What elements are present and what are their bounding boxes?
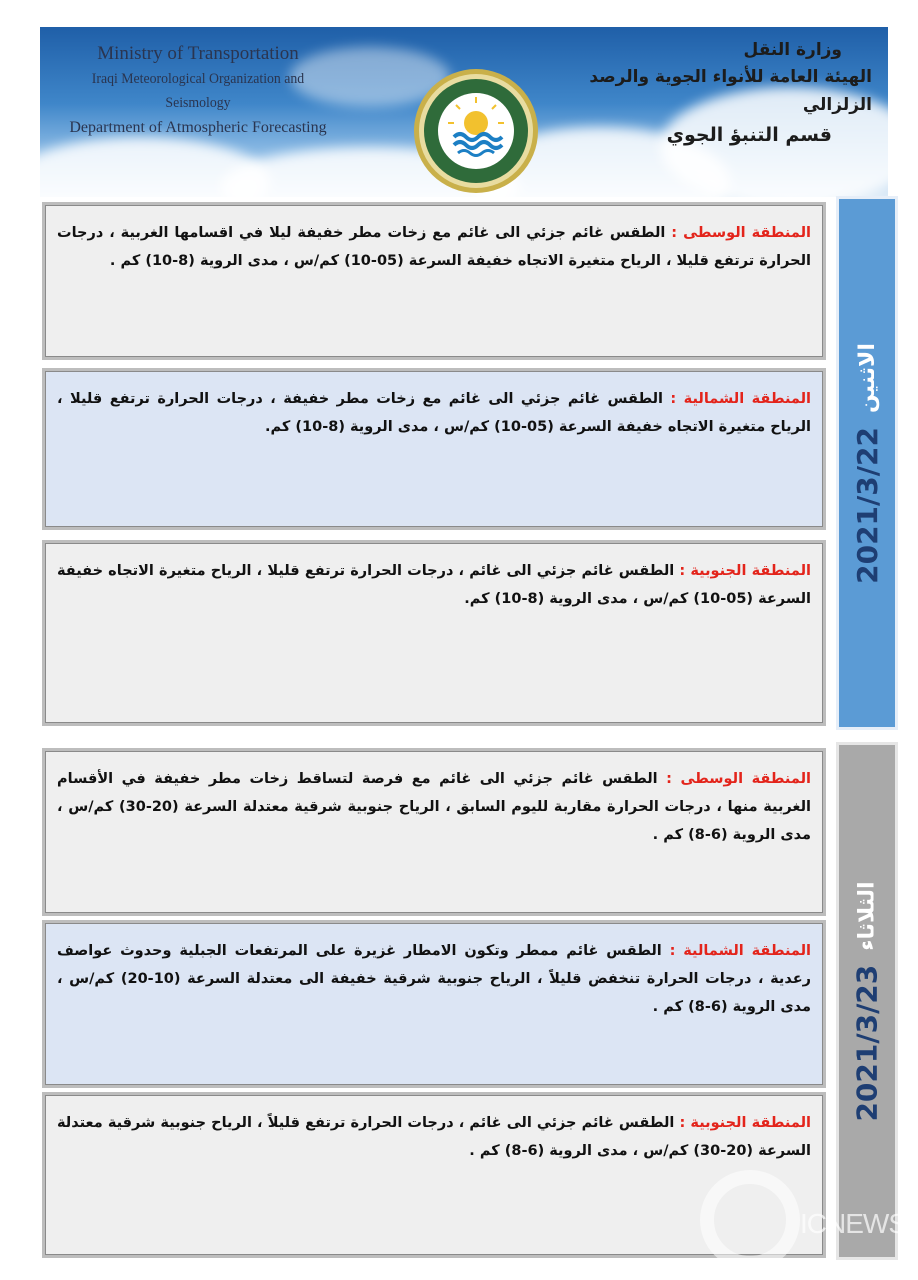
date-bar-day-2 (836, 742, 898, 1260)
region-label: المنطقة الوسطى (683, 225, 811, 241)
forecast-text: الطقس غائم جزئي الى غائم مع فرصة لتساقط زخات مطر خفيفة في الأقسام الغربية منها ، درجات الحرارة مقاربة لليوم السابق ، الرياح جنوبية شرقية معتدلة السرعة (20-30) كم/س ، مدى الروية (6-8) كم . (57, 771, 812, 843)
forecast-text: الطقس غائم جزئي الى غائم مع زخات مطر خفيفة ، درجات الحرارة ترتفع قليلا ، الرياح متغيرة الاتجاه خفيفة السرعة (05-10) كم/س ، مدى الروية (8-10) كم. (57, 391, 811, 435)
forecast-weekday: الاثنين (854, 342, 880, 413)
ministry-name-en: Ministry of Transportation (97, 43, 299, 64)
day-forecast-panel-1 (40, 196, 898, 730)
department-name-en: Department of Atmospheric Forecasting (69, 119, 327, 136)
region-label: المنطقة الوسطى (680, 771, 811, 787)
region-label: المنطقة الجنوبية (690, 563, 811, 579)
header-banner (40, 27, 888, 197)
forecast-northern-region: المنطقة الشمالية : الطقس غائم ممطر وتكون الامطار غزيرة على المرتفعات الجبلية وحدوث عواصف رعدية ، درجات الحرارة تنخفض قليلاً ، الرياح جنوبية شرقية خفيفة الى معتدلة السرعة (10-20) كم/س ، مدى الروية (6-8) كم . (42, 920, 826, 1088)
organization-name-ar: الهيئة العامة للأنواء الجوية والرصد الزلزالي (589, 67, 872, 115)
forecast-weekday: الثلاثاء (854, 880, 880, 951)
forecast-northern-region: المنطقة الشمالية : الطقس غائم جزئي الى غائم مع زخات مطر خفيفة ، درجات الحرارة ترتفع قليلا ، الرياح متغيرة الاتجاه خفيفة السرعة (05-10) كم/س ، مدى الروية (8-10) كم. (42, 368, 826, 530)
region-label: المنطقة الشمالية (683, 943, 811, 959)
date-bar-day-1 (836, 196, 898, 730)
forecast-central-region: المنطقة الوسطى : الطقس غائم جزئي الى غائم مع فرصة لتساقط زخات مطر خفيفة في الأقسام الغربية منها ، درجات الحرارة مقاربة لليوم السابق ، الرياح جنوبية شرقية معتدلة السرعة (20-30) كم/س ، مدى الروية (6-8) كم . (42, 748, 826, 916)
organization-logo-icon (412, 67, 540, 195)
forecast-central-region: المنطقة الوسطى : الطقس غائم جزئي الى غائم مع زخات مطر خفيفة ليلا في اقسامها الغربية ، درجات الحرارة ترتفع قليلا ، الرياح متغيرة الاتجاه خفيفة السرعة (05-10) كم/س ، مدى الروية (8-10) كم . (42, 202, 826, 360)
forecast-southern-region: المنطقة الجنوبية : الطقس غائم جزئي الى غائم ، درجات الحرارة ترتفع قليلاً ، الرياح جنوبية شرقية معتدلة السرعة (20-30) كم/س ، مدى الروية (6-8) كم . (42, 1092, 826, 1258)
forecast-southern-region: المنطقة الجنوبية : الطقس غائم جزئي الى غائم ، درجات الحرارة ترتفع قليلا ، الرياح متغيرة الاتجاه خفيفة السرعة (05-10) كم/س ، مدى الروية (8-10) كم. (42, 540, 826, 726)
english-header (48, 41, 348, 141)
forecast-date: 2021/3/23 (850, 964, 884, 1122)
region-label: المنطقة الجنوبية (690, 1115, 811, 1131)
department-name-ar: قسم التنبؤ الجوي (666, 124, 832, 146)
arabic-header (572, 37, 872, 151)
forecast-text: الطقس غائم ممطر وتكون الامطار غزيرة على المرتفعات الجبلية وحدوث عواصف رعدية ، درجات الحرارة تنخفض قليلاً ، الرياح جنوبية شرقية خفيفة الى معتدلة السرعة (10-20) كم/س ، مدى الروية (6-8) كم . (57, 943, 812, 1015)
watermark-text: ICNEWS (800, 1208, 906, 1239)
forecast-text: الطقس غائم جزئي الى غائم ، درجات الحرارة ترتفع قليلاً ، الرياح جنوبية شرقية معتدلة السرعة (20-30) كم/س ، مدى الروية (6-8) كم . (57, 1115, 811, 1159)
forecast-text: الطقس غائم جزئي الى غائم ، درجات الحرارة ترتفع قليلا ، الرياح متغيرة الاتجاه خفيفة السرعة (05-10) كم/س ، مدى الروية (8-10) كم. (57, 563, 811, 607)
organization-name-en: Iraqi Meteorological Organization and Seismology (91, 71, 305, 111)
ministry-name-ar: وزارة النقل (743, 40, 842, 60)
forecast-text: الطقس غائم جزئي الى غائم مع زخات مطر خفيفة ليلا في اقسامها الغربية ، درجات الحرارة ترتفع قليلا ، الرياح متغيرة الاتجاه خفيفة السرعة (05-10) كم/س ، مدى الروية (8-10) كم . (57, 225, 811, 269)
forecast-date: 2021/3/22 (850, 426, 884, 584)
watermark-logo-icon (700, 1170, 800, 1270)
region-label: المنطقة الشمالية (683, 391, 812, 407)
